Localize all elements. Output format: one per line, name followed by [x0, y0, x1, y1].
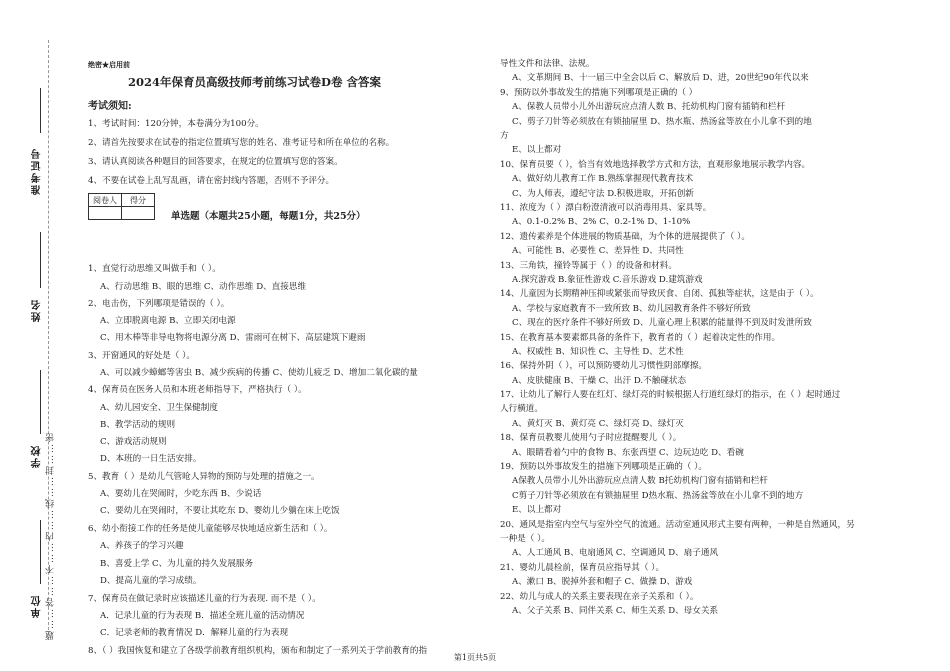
right-question-line: A、漱口 B、脱掉外套和帽子 C、做操 D、游戏: [512, 577, 693, 587]
notice-item: 1、考试时间：120分钟，本卷满分为100分。: [88, 119, 264, 129]
confidential-mark: 绝密★启用前: [88, 60, 130, 69]
right-question-line: 21、婴幼儿晨检前，保育员应指导其（ ）。: [500, 563, 665, 573]
notice-heading: 考试须知:: [88, 101, 132, 112]
left-question-line: B、喜爱上学 C、为儿童的持久发展服务: [100, 559, 254, 569]
right-question-line: A.探究游戏 B.象征性游戏 C.音乐游戏 D.建筑游戏: [512, 275, 703, 285]
right-question-line: 22、幼儿与成人的关系主要表现在亲子关系和（ ）。: [500, 592, 699, 602]
left-question-line: A、幼儿园安全、卫生保健制度: [100, 403, 218, 413]
notice-item: 4、不要在试卷上乱写乱画，请在密封线内答题，否则不予评分。: [88, 176, 335, 186]
score-table: [88, 193, 155, 220]
left-question-line: A、要幼儿在哭闹时，少吃东西 B、少说话: [100, 489, 262, 499]
right-question-line: 9、预防以外事故发生的措施下列哪项是正确的（ ）: [500, 88, 698, 98]
left-question-line: 7、保育员在做记录时应该描述儿童的行为表现. 而不是（ ）。: [88, 594, 321, 604]
right-question-line: 14、儿童因为长期精神压抑或紧张而导致厌食、自闭、孤独等症状，这是由于（ ）。: [500, 289, 819, 299]
left-question-line: D、提高儿童的学习成绩。: [100, 576, 202, 586]
right-question-line: 16、保持外阴（ ），可以预防婴幼儿习惯性阴部摩擦。: [500, 361, 708, 371]
left-question-line: A、行动思维 B、眼的思维 C、动作思维 D、直接思维: [100, 282, 307, 292]
ticket-number-line: [40, 88, 41, 133]
right-question-line: E、以上都对: [512, 145, 562, 155]
seal-text-top: 题……答……不……内……线……封……密: [46, 431, 56, 640]
right-question-line: 13、三角铁，撞铃等属于（ ）的设备和材料。: [500, 261, 677, 271]
left-question-line: 6、幼小衔接工作的任务是使儿童能够尽快地适应新生活和（ ）。: [88, 524, 333, 534]
score-blank: [122, 207, 155, 220]
right-question-line: A、黄灯灭 B、黄灯亮 C、绿灯亮 D、绿灯灭: [512, 419, 684, 429]
score-cell: 得分: [122, 194, 155, 207]
right-question-line: 17、让幼儿了解行人要在红灯、绿灯亮的时候根据人行道红绿灯的指示，在（ ）起时通过: [500, 390, 841, 400]
name-label: 姓名: [32, 298, 43, 322]
right-question-line: C剪子刀针等必须放在有锁抽屉里 D热水瓶、热汤盆等放在小儿拿不到的地方: [512, 491, 804, 501]
right-question-line: A、可能性 B、必要性 C、差异性 D、共同性: [512, 246, 684, 256]
right-question-line: A、文革期间 B、十一届三中全会以后 C、解放后 D、进，20世纪90年代以来: [512, 73, 809, 83]
right-question-line: A、人工通风 B、电扇通风 C、空调通风 D、扇子通风: [512, 548, 719, 558]
right-question-line: A、做好幼儿教育工作 B.熟练掌握现代教育技术: [512, 174, 694, 184]
right-question-line: 12、遗传素养是个体进展的物质基础，为个体的进展提供了（ ）。: [500, 232, 750, 242]
right-question-line: 导性文件和法律、法规。: [500, 59, 595, 69]
right-question-line: 人行横道。: [500, 404, 543, 414]
right-question-line: A、父子关系 B、同伴关系 C、师生关系 D、母女关系: [512, 606, 719, 616]
right-question-line: 方: [500, 131, 509, 141]
right-question-line: 11、浓度为（ ）漂白粉澄清液可以消毒用具、家具等。: [500, 203, 712, 213]
left-question-line: B、教学活动的规则: [100, 420, 176, 430]
right-question-line: A、0.1-0.2% B、2% C、0.2-1% D、1-10%: [512, 217, 691, 227]
notice-item: 3、请认真阅读各种题目的回答要求，在规定的位置填写您的答案。: [88, 157, 343, 167]
right-question-line: 15、在教育基本要素都具备的条件下，教育者的（ ）起着决定性的作用。: [500, 333, 781, 343]
section-title: 单选题（本题共25小题，每题1分，共25分）: [171, 211, 366, 222]
ticket-number-label: 准考证号: [32, 147, 43, 195]
page-footer: 第1页共5页: [453, 653, 497, 662]
left-question-line: C．记录老师的教育情况 D．解释儿童的行为表现: [100, 628, 289, 638]
right-question-line: A、眼睛看着勺中的食物 B、东张西望 C、边玩边吃 D、看碗: [512, 448, 744, 458]
right-question-line: 一种是（ ）。: [500, 534, 550, 544]
left-question-line: A、立即脱离电源 B、立即关闭电源: [100, 316, 236, 326]
left-question-line: 4、保育员在医务人员和本班老师指导下，严格执行（ ）。: [88, 385, 307, 395]
right-question-line: 20、通风是指室内空气与室外空气的流通。活动室通风形式主要有两种，一种是自然通风，另: [500, 520, 855, 530]
left-question-line: D、本班的一日生活安排。: [100, 454, 202, 464]
left-question-line: A．记录儿童的行为表现 B．描述全班儿童的活动情况: [100, 611, 305, 621]
right-question-line: 18、保育员教婴儿使用勺子时应提醒婴儿（ ）。: [500, 433, 682, 443]
left-question-line: C、要幼儿在哭闹时，不要让其吃东 D、婴幼儿少躺在床上吃饭: [100, 506, 340, 516]
page-title: 2024年保育员高级技师考前练习试卷D卷 含答案: [128, 75, 381, 89]
binding-margin: [0, 0, 62, 671]
left-question-line: 5、教育（ ）是幼儿气管呛人异物的预防与处理的措施之一。: [88, 472, 320, 482]
left-question-line: 8、（ ）我国恢复和建立了各级学前教育组织机构，颁布和制定了一系列关于学前教育的指: [88, 646, 428, 656]
grader-cell: 阅卷人: [89, 194, 122, 207]
grader-blank: [89, 207, 122, 220]
right-question-line: 19、预防以外事故发生的措施下列哪项是正确的（ ）。: [500, 462, 708, 472]
notice-item: 2、请首先按要求在试卷的指定位置填写您的姓名、准考证号和所在单位的名称。: [88, 138, 395, 148]
right-question-line: A、保教人员带小儿外出游玩应点清人数 B、托幼机构门窗有插销和栏杆: [512, 102, 786, 112]
unit-label: 单位: [32, 594, 43, 618]
left-question-line: A、可以减少蟑螂等害虫 B、减少疾病的传播 C、使幼儿疲乏 D、增加二氧化碳的量: [100, 368, 418, 378]
right-question-line: E、以上都对: [512, 505, 562, 515]
name-line: [40, 232, 41, 288]
right-question-line: A、皮肤健康 B、干燥 C、出汗 D.不触碰状态: [512, 376, 687, 386]
left-question-line: C、游戏活动规则: [100, 437, 167, 447]
right-question-line: C、现在的医疗条件不够好所致 D、儿童心理上积累的能量得不到及时发泄所致: [512, 318, 812, 328]
left-question-line: 1、直觉行动思维又叫做手和（ ）。: [88, 264, 221, 274]
left-question-line: 2、电击伤，下列哪项是错误的（ ）。: [88, 299, 230, 309]
right-question-line: C、剪子刀针等必须放在有锁抽屉里 D、热水瓶、热汤盆等放在小儿拿不到的地: [512, 117, 812, 127]
right-question-line: 10、保育员要（ ），恰当有效地选择教学方式和方法，直观形象地展示教学内容。: [500, 160, 811, 170]
unit-line: [40, 520, 41, 584]
left-question-line: C、用木棒等非导电物将电源分离 D、雷雨可在树下、高层建筑下避雨: [100, 333, 366, 343]
right-question-line: A保教人员带小儿外出游玩应点清人数 B托幼机构门窗有插销和栏杆: [512, 476, 768, 486]
left-question-line: A、养孩子的学习兴趣: [100, 541, 184, 551]
school-line: [40, 370, 41, 434]
school-label: 学校: [32, 444, 43, 468]
left-question-line: 3、开窗通风的好处是（ ）。: [88, 351, 196, 361]
right-question-line: C、为人师表，遵纪守法 D.积极进取，开拓创新: [512, 189, 694, 199]
right-question-line: A、权威性 B、知识性 C、主导性 D、艺术性: [512, 347, 684, 357]
right-question-line: A、学校与家庭教育不一致所致 B、幼儿园教育条件不够好所致: [512, 304, 751, 314]
